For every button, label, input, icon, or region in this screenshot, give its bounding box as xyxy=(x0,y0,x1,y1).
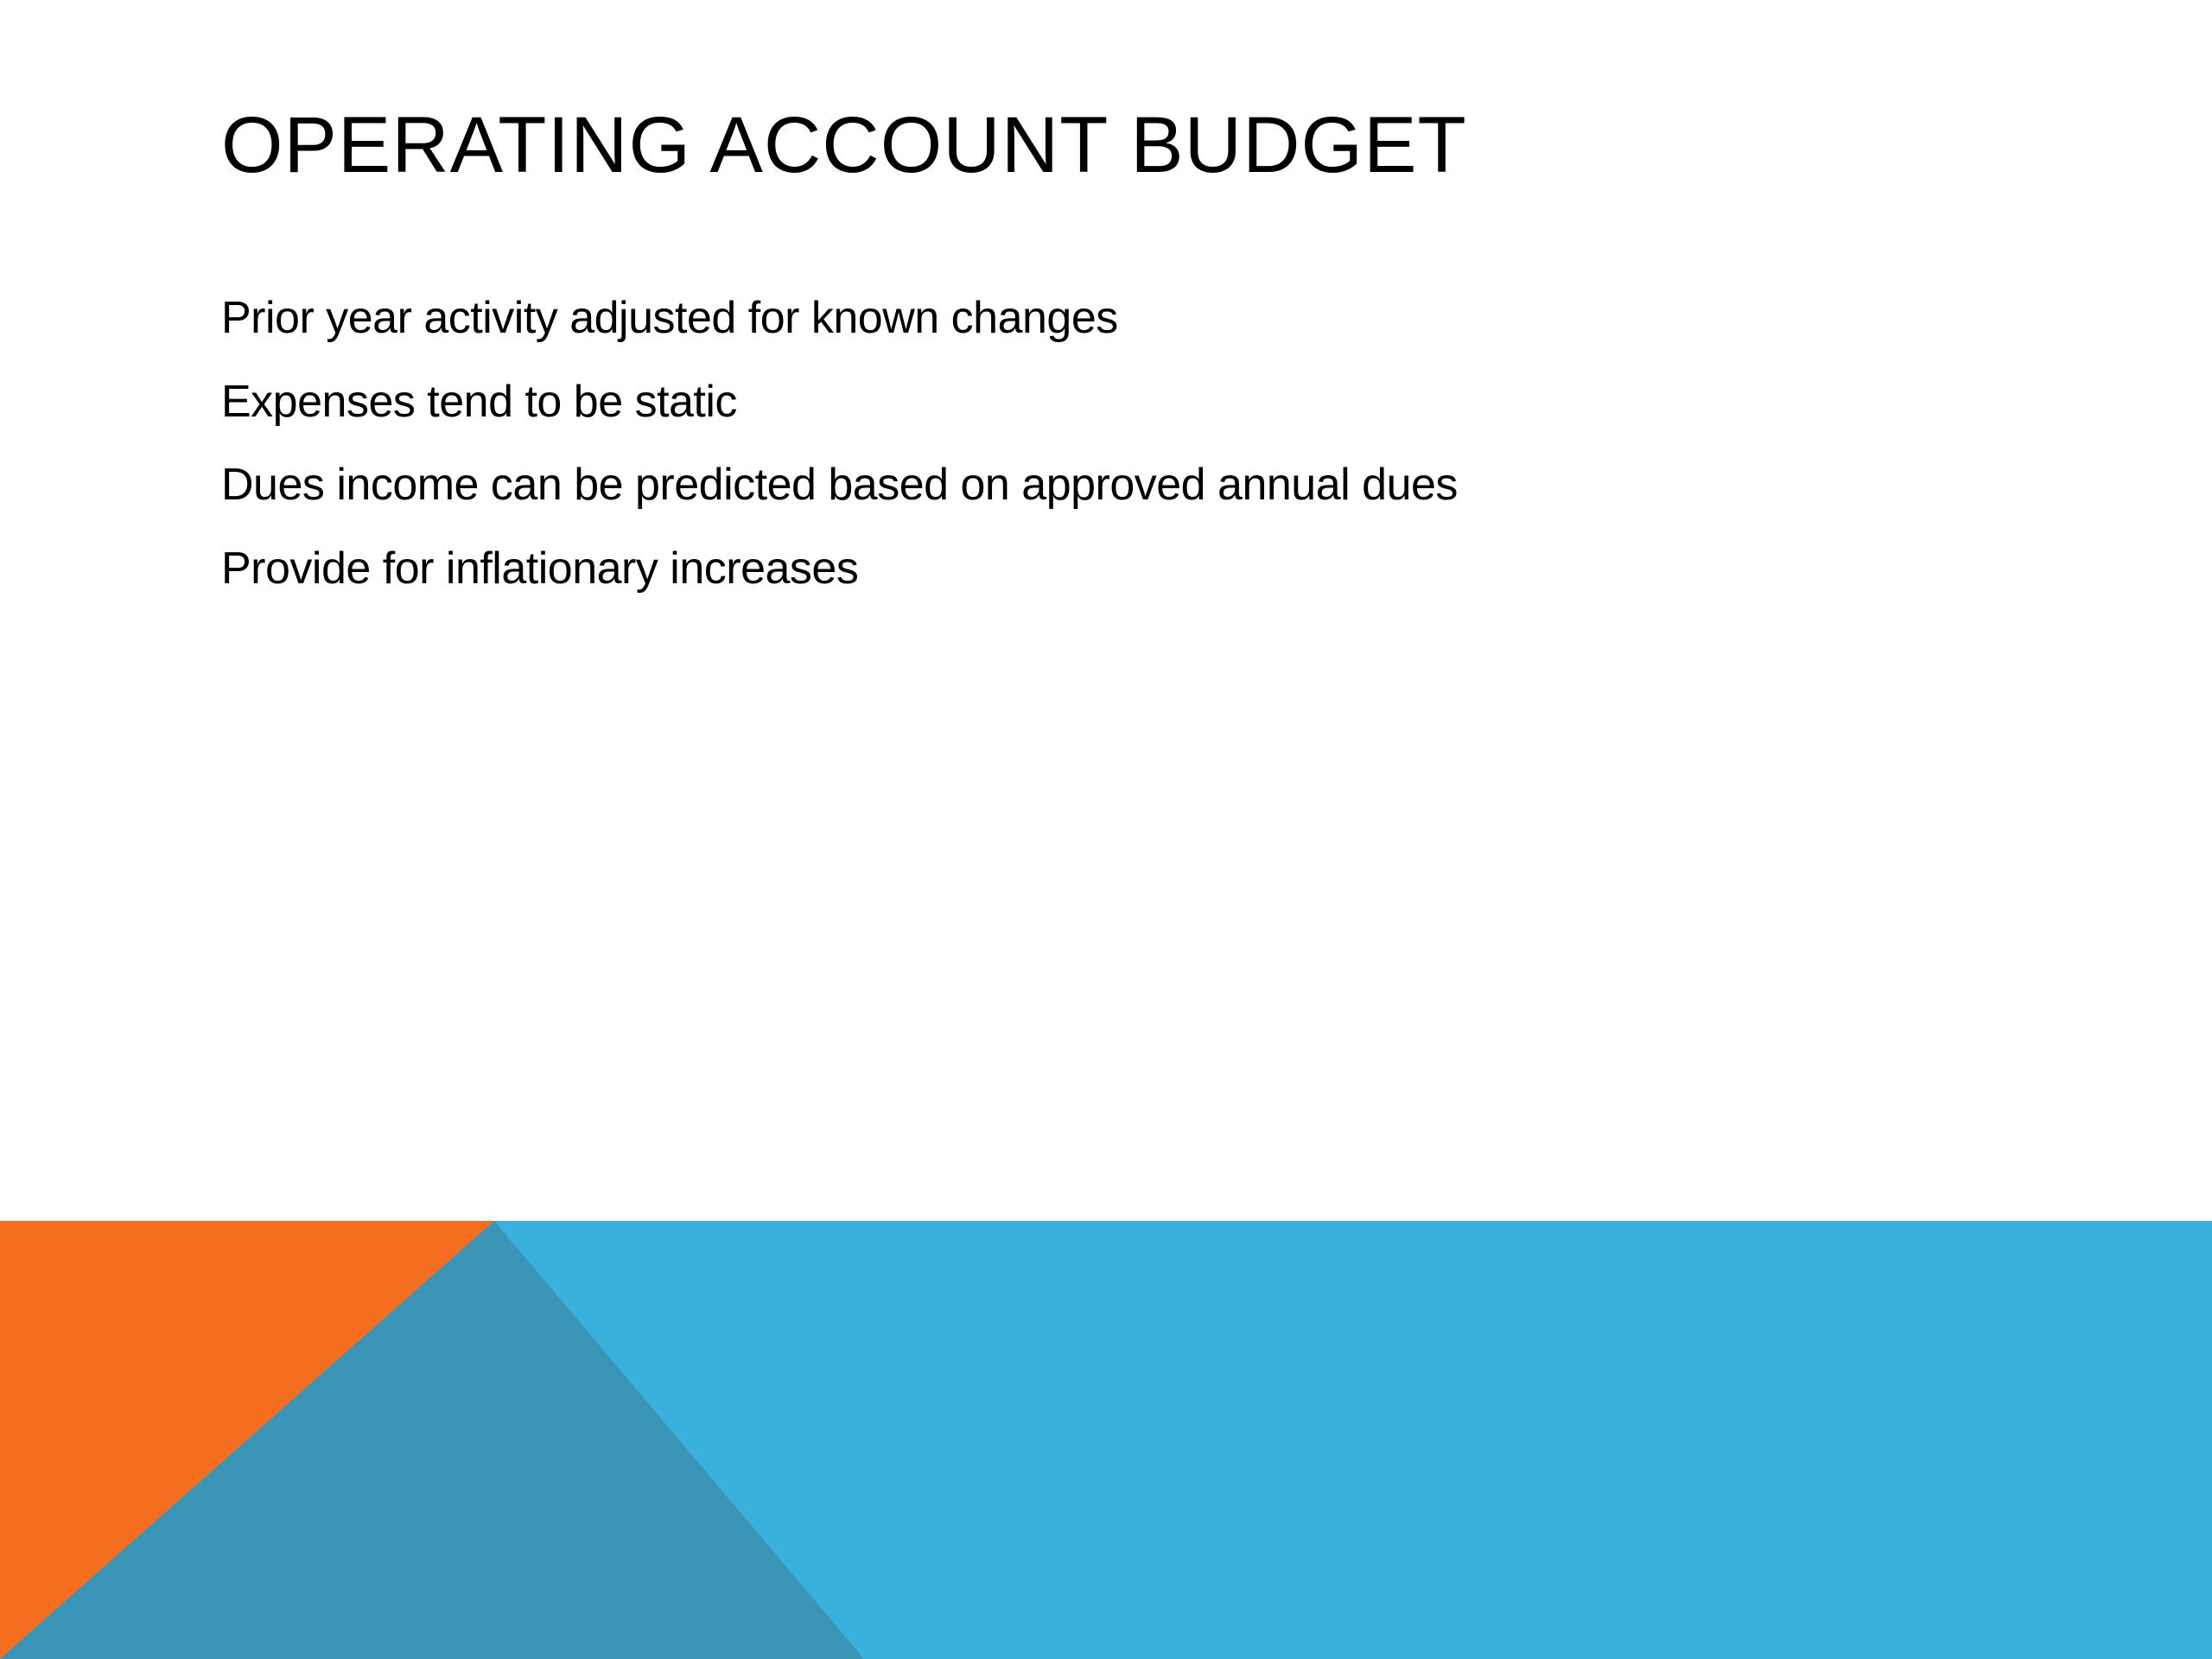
bullet-item: Dues income can be predicted based on approved annual dues xyxy=(221,460,1458,510)
bullet-item: Provide for inflationary increases xyxy=(221,543,859,594)
slide-title: OPERATING ACCOUNT BUDGET xyxy=(221,101,1467,189)
bullet-item: Prior year activity adjusted for known changes xyxy=(221,293,1118,343)
bullet-list xyxy=(221,276,1458,610)
bullet-item: Expenses tend to be static xyxy=(221,376,737,427)
footer-decoration xyxy=(0,1221,2212,1659)
